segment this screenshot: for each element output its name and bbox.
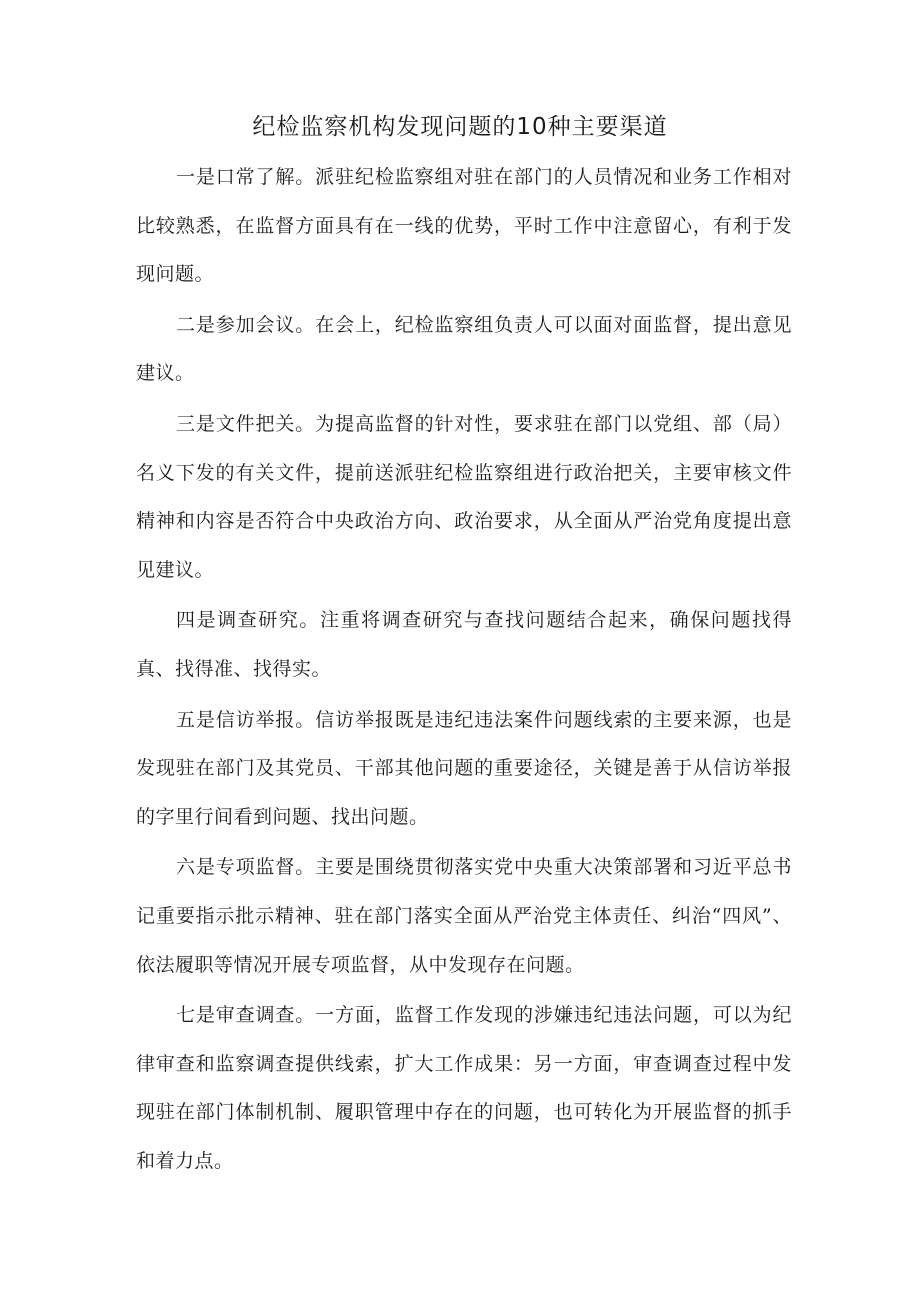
paragraph-7: 七是审查调查。一方面，监督工作发现的涉嫌违纪违法问题，可以为纪律审查和监察调查提供线索，扩大工作成果：另一方面，审查调查过程中发现驻在部门体制机制、履职管理中存在的问题，也可转化为开展监督的抓手和着力点。 [136,1004,792,1172]
paragraph-4: 四是调查研究。注重将调查研究与查找问题结合起来，确保问题找得真、找得准、找得实。 [136,609,792,680]
document-title: 纪检监察机构发现问题的10种主要渠道 [252,114,668,140]
paragraph-5: 五是信访举报。信访举报既是违纪违法案件问题线索的主要来源，也是发现驻在部门及其党员、干部其他问题的重要途径，关键是善于从信访举报的字里行间看到问题、找出问题。 [136,708,792,828]
paragraph-1: 一是口常了解。派驻纪检监察组对驻在部门的人员情况和业务工作相对比较熟悉，在监督方面具有在一线的优势，平时工作中注意留心，有利于发现问题。 [136,166,792,286]
paragraph-3: 三是文件把关。为提高监督的针对性，要求驻在部门以党组、部（局）名义下发的有关文件，提前送派驻纪检监察组进行政治把关，主要审核文件精神和内容是否符合中央政治方向、政治要求，从全面从严治党角度提出意见建议。 [136,412,792,581]
paragraph-6: 六是专项监督。主要是围绕贯彻落实党中央重大决策部署和习近平总书记重要指示批示精神、驻在部门落实全面从严治党主体责任、纠治“四风”、依法履职等情况开展专项监督，从中发现存在问题。 [136,856,792,976]
document-body [136,153,792,1187]
paragraph-2: 二是参加会议。在会上，纪检监察组负责人可以面对面监督，提出意见建议。 [136,313,792,385]
